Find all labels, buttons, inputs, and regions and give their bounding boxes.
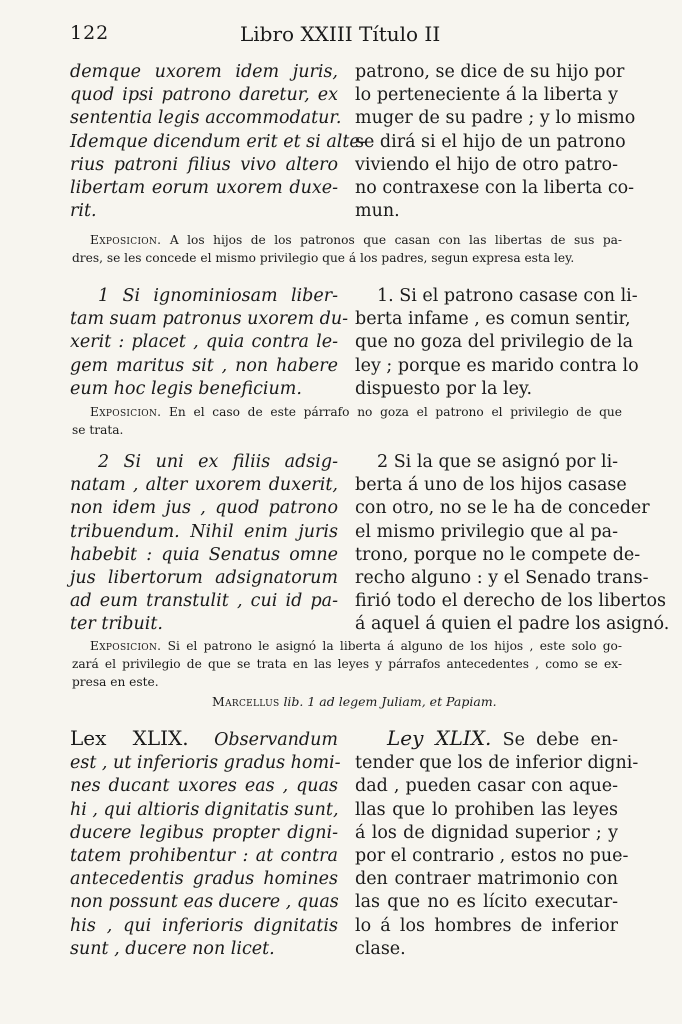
spanish-line: muger de su padre ; y lo mismo (355, 108, 636, 129)
latin-line: ad eum transtulit , cui id pa- (70, 591, 338, 612)
latin-line: xerit : placet , quia contra le- (70, 332, 338, 353)
exposition-text: dres, se les concede el mismo privilegio que á los padres, segun expresa esta ley. (72, 251, 575, 265)
latin-line: gem maritus sit , non habere (70, 355, 338, 376)
exposition-text: se trata. (72, 423, 124, 437)
latin-line: eum hoc legis beneficium. (70, 378, 302, 399)
latin-line: antecedentis gradus homines (70, 869, 338, 890)
exposition-3 (72, 637, 622, 691)
latin-column-block3 (70, 451, 338, 637)
spanish-column-block4 (355, 726, 639, 961)
page-header (70, 22, 626, 52)
latin-line: tribuendum. Nihil enim juris (70, 521, 338, 542)
citation (212, 694, 497, 709)
spanish-line: á aquel á quien el padre los asignó. (355, 614, 670, 635)
citation-author: Marcellus (212, 694, 280, 709)
latin-line: Idemque dicendum erit et si alte- (70, 131, 366, 152)
running-title: Libro XXIII Título II (240, 22, 441, 46)
spanish-line: se dirá si el hijo de un patrono (355, 131, 626, 152)
exposition-2 (72, 403, 622, 439)
latin-line: nes ducant uxores eas , quas (70, 776, 338, 797)
spanish-line: den contraer matrimonio con (355, 869, 618, 890)
latin-line: rius patroni filius vivo altero (70, 154, 338, 175)
latin-column-block4 (70, 726, 341, 961)
page-number: 122 (70, 22, 110, 44)
latin-line: Observandum (214, 730, 338, 750)
spanish-line: recho alguno : y el Senado trans- (355, 568, 649, 589)
exposition-text: En el caso de este párrafo no goza el patrono el privilegio de que (169, 405, 622, 419)
latin-line: rit. (70, 201, 97, 222)
latin-line: 1 Si ignominiosam liber- (98, 286, 338, 306)
latin-line: habebit : quia Senatus omne (70, 544, 338, 565)
spanish-line: que no goza del privilegio de la (355, 332, 634, 353)
latin-column-block2 (70, 285, 349, 401)
spanish-column-block1 (355, 61, 636, 223)
ley-heading: Ley XLIX. (387, 726, 492, 750)
spanish-line: patrono, se dice de su hijo por (355, 62, 625, 82)
spanish-line: lo perteneciente á la liberta y (355, 85, 618, 106)
spanish-line: tender que los de inferior digni- (355, 753, 639, 774)
latin-column-block1 (70, 61, 366, 223)
latin-line: natam , alter uxorem duxerit, (70, 475, 338, 496)
exposition-label: Exposicion. (90, 405, 162, 419)
latin-line: ter tribuit. (70, 614, 163, 635)
latin-line: jus libertorum adsignatorum (70, 568, 338, 589)
spanish-line: el mismo privilegio que al pa- (355, 521, 618, 542)
latin-line: quod ipsi patrono daretur, ex (70, 85, 338, 106)
spanish-line: clase. (355, 938, 406, 959)
spanish-line: trono, porque no le compete de- (355, 544, 641, 565)
latin-line: his , qui inferioris dignitatis (70, 915, 338, 936)
spanish-line: con otro, no se le ha de conceder (355, 498, 650, 519)
latin-line: sunt , ducere non licet. (70, 938, 275, 959)
latin-line: non idem jus , quod patrono (70, 498, 338, 519)
exposition-text: Si el patrono le asignó la liberta á alguno de los hijos , este solo go- (167, 639, 622, 653)
latin-line: libertam eorum uxorem duxe- (70, 178, 338, 199)
latin-line: tatem prohibentur : at contra (70, 846, 338, 867)
latin-line: 2 Si uni ex filiis adsig- (98, 452, 338, 472)
spanish-line: mun. (355, 201, 400, 222)
exposition-text: A los hijos de los patronos que casan con las libertas de sus pa- (169, 233, 623, 247)
spanish-line: por el contrario , estos no pue- (355, 846, 629, 867)
latin-line: sententia legis accommodatur. (70, 108, 342, 129)
spanish-column-block3 (355, 451, 670, 637)
lex-heading: Lex XLIX. (70, 726, 189, 750)
latin-line: non possunt eas ducere , quas (70, 892, 339, 913)
spanish-line: no contraxese con la liberta co- (355, 178, 635, 199)
spanish-line: 2 Si la que se asignó por li- (377, 452, 619, 472)
exposition-text: presa en este. (72, 675, 159, 689)
spanish-line: firió todo el derecho de los libertos (355, 591, 667, 612)
spanish-line: dad , pueden casar con aque- (355, 776, 618, 797)
spanish-line: ley ; porque es marido contra lo (355, 355, 639, 376)
latin-line: hi , qui altioris dignitatis sunt, (70, 799, 339, 820)
exposition-text: zará el privilegio de que se trata en las leyes y párrafos antecedentes , como se ex- (72, 657, 622, 671)
spanish-line: berta á uno de los hijos casase (355, 475, 627, 496)
spanish-line: viviendo el hijo de otro patro- (355, 154, 618, 175)
latin-line: demque uxorem idem juris, (70, 62, 338, 82)
spanish-line: las que no es lícito executar- (355, 892, 618, 913)
spanish-line: berta infame , es comun sentir, (355, 309, 631, 330)
spanish-line: 1. Si el patrono casase con li- (377, 286, 638, 306)
spanish-line: dispuesto por la ley. (355, 378, 533, 399)
exposition-1 (72, 231, 623, 267)
latin-line: est , ut inferioris gradus homi- (70, 753, 341, 774)
latin-line: ducere legibus propter digni- (70, 822, 338, 843)
exposition-label: Exposicion. (90, 233, 162, 247)
spanish-line: Se debe en- (502, 730, 618, 750)
spanish-line: á los de dignidad superior ; y (355, 822, 618, 843)
spanish-line: lo á los hombres de inferior (355, 915, 618, 936)
exposition-label: Exposicion. (90, 639, 162, 653)
latin-line: tam suam patronus uxorem du- (70, 309, 349, 330)
spanish-column-block2 (355, 285, 639, 401)
citation-source: lib. 1 ad legem Juliam, et Papiam. (283, 694, 497, 709)
spanish-line: llas que lo prohiben las leyes (355, 799, 618, 820)
